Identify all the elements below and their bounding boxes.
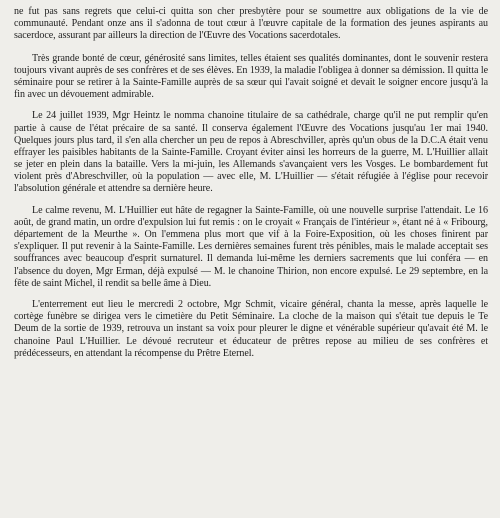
paragraph-1: ne fut pas sans regrets que celui-ci quitta son cher presbytère pour se soumettre aux obligations de la vie de communauté. Pendant onze ans il s'adonna de tout cœur à l'œuvre capitale de la formation des jeunes aspirants au sacerdoce, assurant par ailleurs la direction de l'Œuvre des Vocations sacerdotales.	[14, 6, 488, 42]
paragraph-3: Le 24 juillet 1939, Mgr Heintz le nomma chanoine titulaire de sa cathédrale, charge qu'il ne put remplir qu'en partie à cause de l'état précaire de sa santé. Il conserva également l'Œuvre des Vocations jusqu'au 1er mai 1940. Quelques jours plus tard, il s'en alla chercher un peu de repos à Abreschviller, après qu'un obus de la D.C.A était venu effrayer les paisibles habitants de la Sainte-Famille. Croyant éviter ainsi les horreurs de la guerre, M. L'Huillier allait se jeter en plein dans la bataille. Vers la mi-juin, les Allemands s'avançaient vers les Vosges. Le bombardement fut violent près d'Abreschviller, où la population — avec elle, M. L'Huillier — s'était réfugiée à l'église pour recevoir l'absolution générale et attendre sa dernière heure.	[14, 110, 488, 195]
paragraph-4: Le calme revenu, M. L'Huillier eut hâte de regagner la Sainte-Famille, où une nouvelle surprise l'attendait. Le 16 août, de grand matin, un ordre d'expulsion lui fut remis : on le croyait « Français de l'intérieur », étant né à « Fribourg, département de la Meurthe ». On l'emmena plus mort que vif à la Foire-Exposition, où les choses finirent par s'expliquer. Il put revenir à la Sainte-Famille. Les dernières semaines furent très pénibles, mais le malade acceptait ses souffrances avec beaucoup d'esprit surnaturel. Il demanda lui-même les derniers sacrements que lui conféra — en l'absence du doyen, Mgr Erman, déjà expulsé — M. le chanoine Thirion, non encore expulsé. Le 29 septembre, en la fête de saint Michel, il rendit sa belle âme à Dieu.	[14, 204, 488, 289]
paragraph-2: Très grande bonté de cœur, générosité sans limites, telles étaient ses qualités dominantes, dont le souvenir restera toujours vivant auprès de ses confrères et de ses élèves. En 1939, la maladie l'obligea à donner sa démission. Il quitta le séminaire pour se retirer à la Sainte-Famille auprès de sa sœur qui l'avait soigné et devait le soigner encore jusqu'à la fin avec un dévouement admirable.	[14, 52, 488, 101]
paragraph-5: L'enterrement eut lieu le mercredi 2 octobre, Mgr Schmit, vicaire général, chanta la messe, après laquelle le cortège funèbre se dirigea vers le cimetière du Petit Séminaire. La cloche de la maison qui s'était tue depuis le Te Deum de la sortie de 1939, retrouva un instant sa voix pour pleurer le digne et vénérable supérieur qu'avait été M. le chanoine Paul L'Huillier. Le dévoué recruteur et éducateur de prêtres repose au milieu de ses confrères et prédécesseurs, en attendant la récompense du Prêtre Eternel.	[14, 298, 488, 359]
